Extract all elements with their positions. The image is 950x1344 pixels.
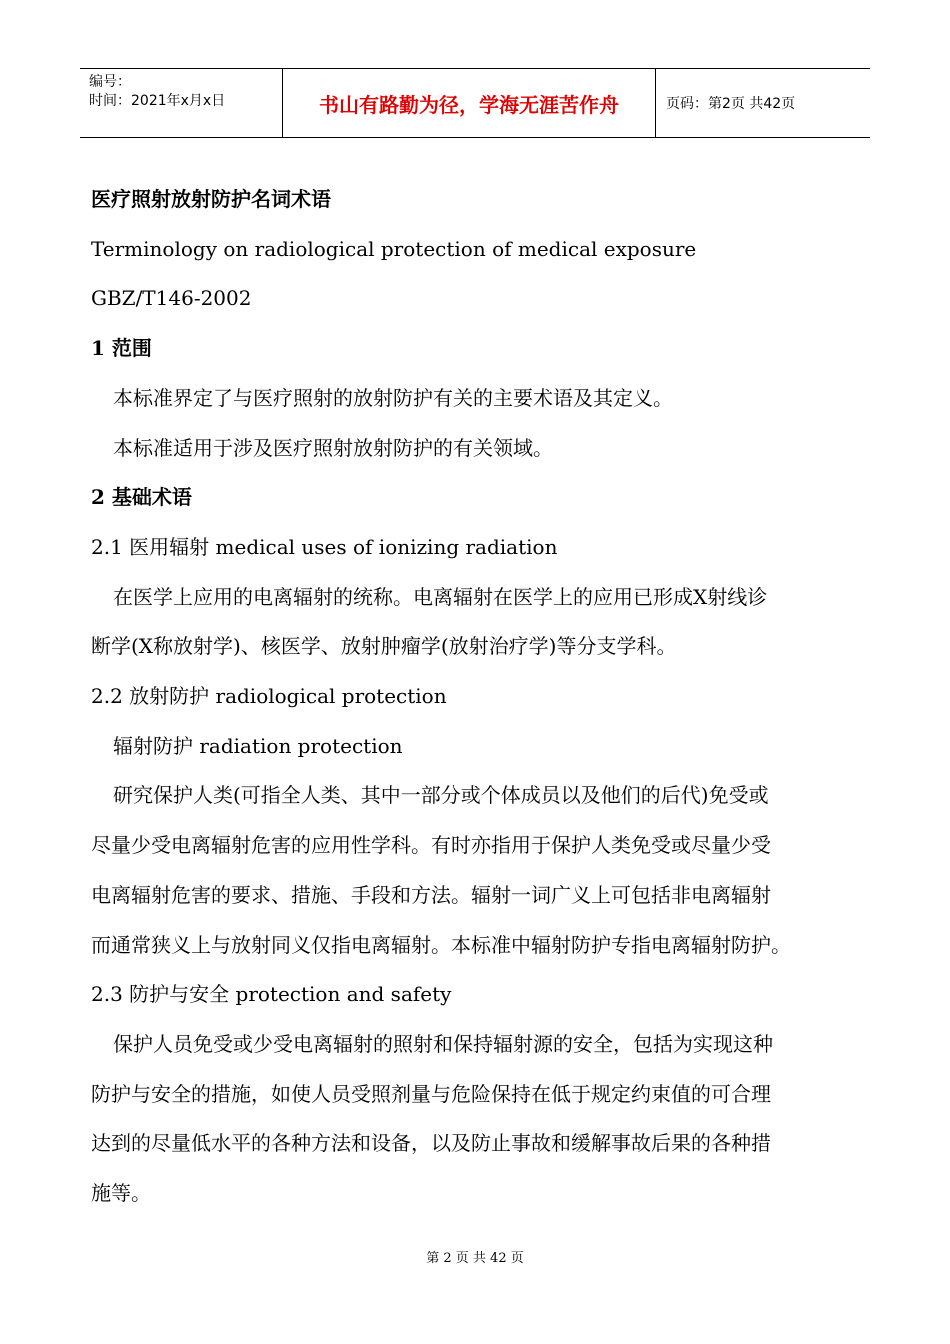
- page-footer: 第 2 页 共 42 页: [426, 1251, 524, 1266]
- body-text-line: 尽量少受电离辐射危害的应用性学科。有时亦指用于保护人类免受或尽量少受: [91, 833, 771, 858]
- section-heading: 2 基础术语: [91, 485, 192, 510]
- body-text-line: 辐射防护 radiation protection: [113, 733, 403, 758]
- document-number-label: 编号：: [89, 74, 131, 90]
- header-meta: [80, 69, 282, 137]
- body-text-line: 保护人员免受或少受电离辐射的照射和保持辐射源的安全，包括为实现这种: [113, 1031, 773, 1056]
- body-text-line: 而通常狭义上与放射同义仅指电离辐射。本标准中辐射防护专指电离辐射防护。: [91, 932, 791, 957]
- header-page-info: 页码：第2页 共42页: [666, 96, 796, 112]
- body-text-line: 施等。: [91, 1181, 151, 1206]
- body-text-line: 本标准界定了与医疗照射的放射防护有关的主要术语及其定义。: [113, 385, 673, 410]
- body-text-line: 2.2 放射防护 radiological protection: [91, 684, 447, 709]
- section-heading: 医疗照射放射防护名词术语: [91, 187, 331, 211]
- body-text-line: 2.3 防护与安全 protection and safety: [91, 982, 452, 1007]
- document-body: [91, 175, 871, 1219]
- body-text-line: GBZ/T146-2002: [91, 286, 252, 311]
- body-text-line: 在医学上应用的电离辐射的统称。电离辐射在医学上的应用已形成X射线诊: [113, 584, 768, 609]
- page-header: [80, 68, 870, 138]
- body-text-line: 研究保护人类(可指全人类、其中一部分或个体成员以及他们的后代)免受或: [113, 783, 769, 808]
- header-motto: 书山有路勤为径，学海无涯苦作舟: [282, 69, 656, 137]
- body-text-line: 达到的尽量低水平的各种方法和设备，以及防止事故和缓解事故后果的各种措: [91, 1131, 771, 1156]
- body-text-line: 电离辐射危害的要求、措施、手段和方法。辐射一词广义上可包括非电离辐射: [91, 882, 771, 907]
- document-time: 时间：2021年x月x日: [89, 93, 226, 109]
- body-text-line: 2.1 医用辐射 medical uses of ionizing radiation: [91, 534, 558, 559]
- section-heading: 1 范围: [91, 336, 152, 361]
- body-text-line: 断学(X称放射学)、核医学、放射肿瘤学(放射治疗学)等分支学科。: [91, 634, 677, 659]
- body-text-line: 本标准适用于涉及医疗照射放射防护的有关领域。: [113, 435, 553, 460]
- body-text-line: 防护与安全的措施，如使人员受照剂量与危险保持在低于规定约束值的可合理: [91, 1081, 771, 1106]
- body-text-line: Terminology on radiological protection of medical exposure: [91, 236, 697, 261]
